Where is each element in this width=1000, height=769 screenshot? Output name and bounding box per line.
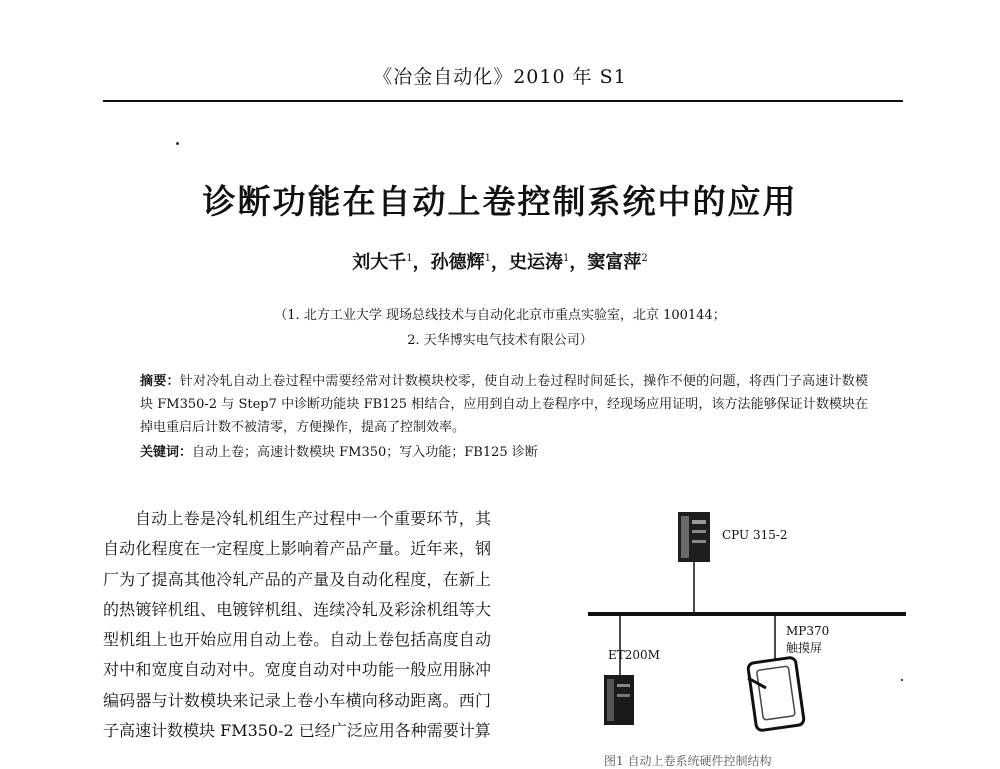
- affiliation-line: （1. 北方工业大学 现场总线技术与自动化北京市重点实验室，北京 100144；: [274, 308, 726, 323]
- body-paragraph: 自动上卷是冷轧机组生产过程中一个重要环节，其自动化程度在一定程度上影响着产品产量。近年来，钢厂为了提高其他冷轧产品的产量及自动化程度，在新上的热镀锌机组、电镀锌机组、连续冷轧及彩涂机组等大型机组上也开始应用自动上卷。自动上卷包括高度自动对中和宽度自动对中。宽度自动对中功能一般应用脉冲编码器与计数模块来记录上卷小车横向移动距离。西门子高速计数模块 FM350-2 已经广泛应用各种需要计算: [103, 509, 491, 741]
- cpu-315-2-icon: [678, 512, 710, 562]
- paper-title: 诊断功能在自动上卷控制系统中的应用: [202, 182, 798, 221]
- scan-speck: [176, 142, 179, 145]
- profibus-line: [588, 612, 906, 616]
- author-name: 窦富萍: [587, 252, 642, 273]
- author-name: 孙德辉: [430, 252, 485, 273]
- author-name: 史运涛: [509, 252, 563, 273]
- et200m-label: ET200M: [608, 648, 660, 662]
- author-affil-mark: 1: [406, 253, 413, 264]
- abstract-text: 针对冷轧自动上卷过程中需要经常对计数模块校零，使自动上卷过程时间延长，操作不便的问题，将西门子高速计数模块 FM350-2 与 Step7 中诊断功能块 FB125 相结合，应用到自动上卷程序中，经现场应用证明，该方法能够保证计数模块在掉电重启后计数不被清零，方便操作，提高了控制效率。: [140, 374, 868, 435]
- et200m-icon: [604, 675, 634, 725]
- header-rule: [103, 100, 903, 102]
- affiliations: [0, 303, 1000, 353]
- author-affil-mark: 1: [563, 253, 570, 264]
- abstract-label: 摘要：: [140, 374, 180, 389]
- keywords-text: 自动上卷；高速计数模块 FM350；写入功能；FB125 诊断: [192, 445, 538, 460]
- journal-header: 《冶金自动化》2010 年 S1: [373, 66, 627, 88]
- author-affil-mark: 2: [641, 253, 648, 264]
- hardware-figure: [560, 500, 920, 768]
- author-affil-mark: 1: [484, 253, 491, 264]
- mp370-sublabel: 触摸屏: [786, 641, 823, 655]
- mp370-touchscreen-icon: [748, 657, 805, 731]
- affiliation-line: 2. 天华博实电气技术有限公司）: [407, 333, 593, 348]
- abstract: [140, 370, 868, 439]
- keywords-label: 关键词：: [140, 445, 193, 460]
- author-name: 刘大千: [352, 252, 407, 273]
- cpu-label: CPU 315-2: [722, 528, 788, 542]
- keywords: [140, 441, 868, 464]
- scan-speck: [901, 679, 903, 681]
- author-list: 刘大千$^1$，孙德辉$^1$，史运涛$^1$，窦富萍$^2$: [352, 252, 648, 273]
- mp370-label: MP370: [786, 624, 830, 638]
- figure-caption: 图1 自动上卷系统硬件控制结构: [604, 754, 772, 768]
